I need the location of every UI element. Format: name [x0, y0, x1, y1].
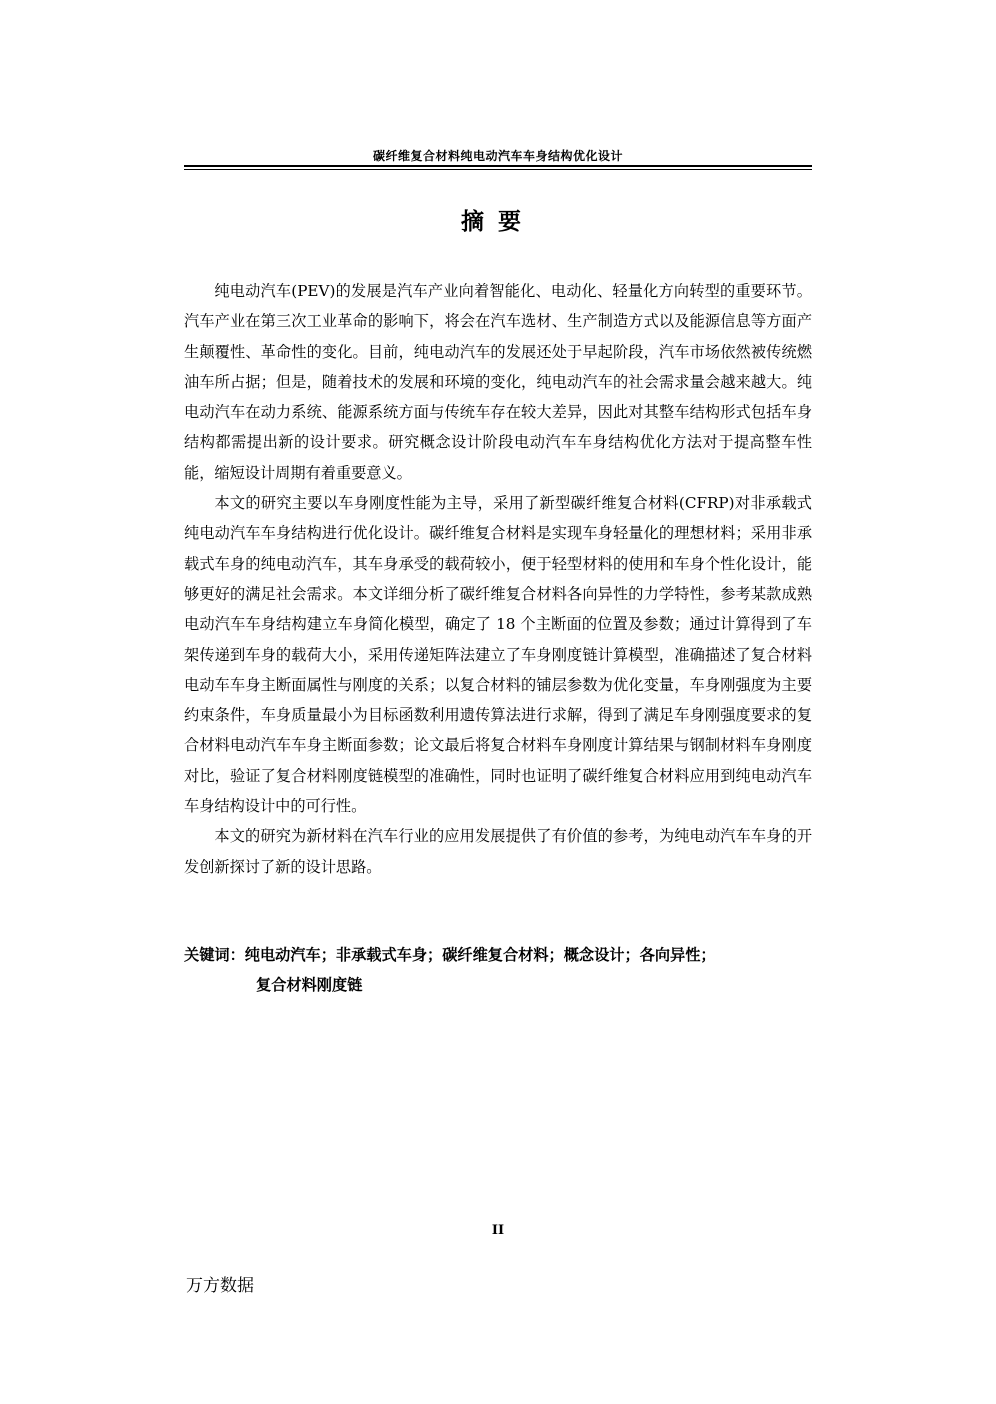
page-number: II	[491, 1223, 505, 1238]
keywords-line-1	[184, 940, 812, 970]
running-header-title: 碳纤维复合材料纯电动汽车车身结构优化设计	[372, 149, 623, 163]
keywords-line-2: 复合材料刚度链	[256, 976, 363, 995]
header-rule-thick	[184, 165, 812, 167]
keywords-list: 纯电动汽车；非承载式车身；碳纤维复合材料；概念设计；各向异性；	[244, 946, 716, 964]
watermark: 万方数据	[186, 1276, 254, 1296]
keywords-block	[184, 940, 812, 1001]
abstract-paragraph: 本文的研究为新材料在汽车行业的应用发展提供了有价值的参考，为纯电动汽车车身的开发创新探讨了新的设计思路。	[184, 827, 812, 876]
header-rule-thin	[184, 169, 812, 170]
abstract-title: 摘要	[461, 208, 535, 235]
abstract-body	[184, 276, 812, 882]
abstract-paragraph: 本文的研究主要以车身刚度性能为主导，采用了新型碳纤维复合材料(CFRP)对非承载式纯电动汽车车身结构进行优化设计。碳纤维复合材料是实现车身轻量化的理想材料；采用非承载式车身的纯电动汽车，其车身承受的载荷较小，便于轻型材料的使用和车身个性化设计，能够更好的满足社会需求。本文详细分析了碳纤维复合材料各向异性的力学特性，参考某款成熟电动汽车车身结构建立车身简化模型，确定了 18 个主断面的位置及参数；通过计算得到了车架传递到车身的载荷大小，采用传递矩阵法建立了车身刚度链计算模型，准确描述了复合材料电动车车身主断面属性与刚度的关系；以复合材料的铺层参数为优化变量，车身刚强度为主要约束条件，车身质量最小为目标函数利用遗传算法进行求解，得到了满足车身刚强度要求的复合材料电动汽车车身主断面参数；论文最后将复合材料车身刚度计算结果与钢制材料车身刚度对比，验证了复合材料刚度链模型的准确性，同时也证明了碳纤维复合材料应用到纯电动汽车车身结构设计中的可行性。	[184, 494, 812, 816]
abstract-paragraph: 纯电动汽车(PEV)的发展是汽车产业向着智能化、电动化、轻量化方向转型的重要环节。汽车产业在第三次工业革命的影响下，将会在汽车选材、生产制造方式以及能源信息等方面产生颠覆性、革命性的变化。目前，纯电动汽车的发展还处于早起阶段，汽车市场依然被传统燃油车所占据；但是，随着技术的发展和环境的变化，纯电动汽车的社会需求量会越来越大。纯电动汽车在动力系统、能源系统方面与传统车存在较大差异，因此对其整车结构形式包括车身结构都需提出新的设计要求。研究概念设计阶段电动汽车车身结构优化方法对于提高整车性能，缩短设计周期有着重要意义。	[184, 282, 812, 482]
keywords-label: 关键词：	[184, 946, 245, 964]
